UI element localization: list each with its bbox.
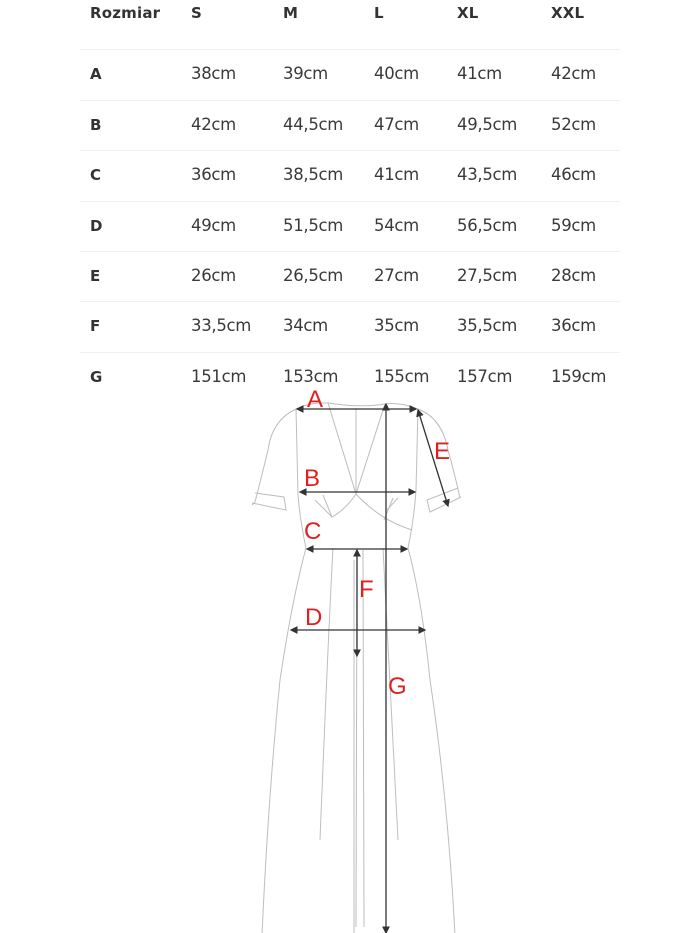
cell-l: 35cm	[374, 316, 419, 336]
jumpsuit-measurement-diagram	[250, 380, 470, 933]
row-label: C	[90, 166, 101, 185]
cell-xl: 157cm	[457, 366, 513, 386]
measurement-label-a: A	[307, 386, 324, 413]
cell-xl: 49,5cm	[457, 114, 518, 134]
cell-m: 34cm	[283, 316, 328, 336]
row-label: G	[90, 367, 103, 386]
header-l: L	[374, 4, 384, 22]
measurement-label-c: C	[304, 518, 322, 545]
table-row	[80, 302, 620, 352]
row-label: F	[90, 317, 100, 336]
cell-xl: 35,5cm	[457, 316, 518, 336]
header-size-label: Rozmiar	[90, 4, 161, 22]
table-row	[80, 151, 620, 201]
cell-s: 42cm	[191, 114, 236, 134]
cell-s: 33,5cm	[191, 316, 252, 336]
cell-xxl: 28cm	[551, 265, 596, 285]
header-xl: XL	[457, 4, 479, 22]
header-m: M	[283, 4, 299, 22]
measurement-label-b: B	[304, 465, 321, 492]
row-label: E	[90, 266, 100, 285]
cell-l: 41cm	[374, 165, 419, 185]
header-s: S	[191, 4, 203, 22]
cell-s: 26cm	[191, 265, 236, 285]
size-table	[80, 0, 620, 402]
table-row	[80, 202, 620, 252]
cell-s: 49cm	[191, 215, 236, 235]
row-label: B	[90, 115, 102, 134]
cell-l: 40cm	[374, 64, 419, 84]
cell-xl: 27,5cm	[457, 265, 518, 285]
table-header-row	[80, 0, 620, 50]
cell-xxl: 159cm	[551, 366, 607, 386]
cell-m: 153cm	[283, 366, 339, 386]
cell-m: 44,5cm	[283, 114, 344, 134]
cell-m: 26,5cm	[283, 265, 344, 285]
table-row	[80, 101, 620, 151]
cell-xxl: 52cm	[551, 114, 596, 134]
cell-xl: 56,5cm	[457, 215, 518, 235]
cell-xl: 43,5cm	[457, 165, 518, 185]
cell-m: 39cm	[283, 64, 328, 84]
cell-xxl: 36cm	[551, 316, 596, 336]
table-row	[80, 50, 620, 100]
cell-l: 47cm	[374, 114, 419, 134]
header-xxl: XXL	[551, 4, 585, 22]
measurement-label-g: G	[388, 673, 407, 700]
cell-m: 51,5cm	[283, 215, 344, 235]
cell-xxl: 46cm	[551, 165, 596, 185]
cell-l: 155cm	[374, 366, 430, 386]
cell-l: 27cm	[374, 265, 419, 285]
cell-s: 36cm	[191, 165, 236, 185]
cell-xxl: 59cm	[551, 215, 596, 235]
row-label: D	[90, 216, 103, 235]
measurement-label-f: F	[359, 576, 374, 603]
cell-m: 38,5cm	[283, 165, 344, 185]
cell-l: 54cm	[374, 215, 419, 235]
cell-xxl: 42cm	[551, 64, 596, 84]
table-row	[80, 252, 620, 302]
measurement-label-e: E	[434, 438, 451, 465]
row-label: A	[90, 65, 102, 84]
measurement-label-d: D	[305, 604, 323, 631]
cell-s: 151cm	[191, 366, 247, 386]
cell-s: 38cm	[191, 64, 236, 84]
cell-xl: 41cm	[457, 64, 502, 84]
